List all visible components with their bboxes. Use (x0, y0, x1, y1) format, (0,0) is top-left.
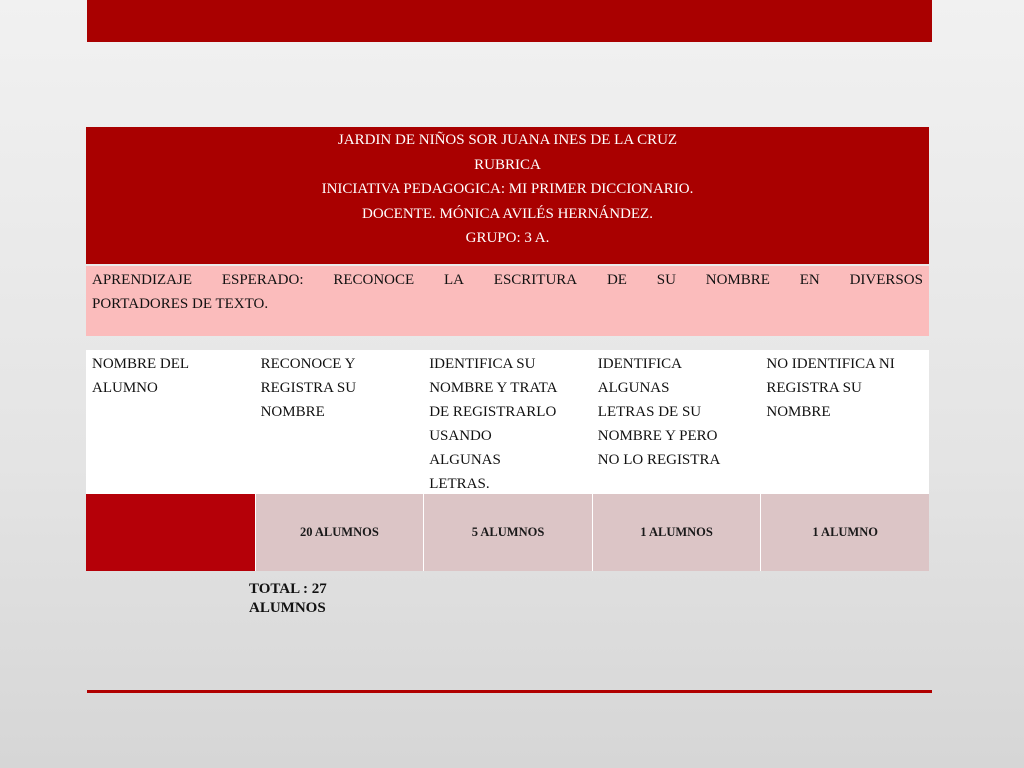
count-cell-identifies-tries: 5 ALUMNOS (423, 494, 592, 571)
expected-learning (86, 266, 929, 336)
rubric-table (86, 350, 929, 571)
header-does-not-identify: NO IDENTIFICA NI REGISTRA SU NOMBRE (766, 356, 895, 420)
teacher-name: DOCENTE. MÓNICA AVILÉS HERNÁNDEZ. (362, 205, 653, 222)
expected-learning-line-1: APRENDIZAJE ESPERADO: RECONOCE LA ESCRITURA DE SU NOMBRE EN DIVERSOS (92, 272, 923, 288)
criteria-header-row (86, 350, 929, 494)
count-cell-some-letters: 1 ALUMNOS (592, 494, 761, 571)
header-recognizes-and-writes: RECONOCE Y REGISTRA SU NOMBRE (260, 356, 357, 420)
count-cell-recognizes: 20 ALUMNOS (255, 494, 424, 571)
school-name: JARDIN DE NIÑOS SOR JUANA INES DE LA CRUZ (337, 132, 678, 148)
group-label: GRUPO: 3 A. (465, 230, 550, 246)
header-identifies-some-letters: IDENTIFICA ALGUNAS LETRAS DE SU NOMBRE Y PERO NO LO REGISTRA (597, 356, 721, 468)
top-decorative-bar (87, 0, 932, 42)
rubric-header (86, 127, 929, 264)
header-student-name: NOMBRE DEL ALUMNO (92, 356, 190, 396)
expected-learning-line-2: PORTADORES DE TEXTO. (92, 296, 269, 312)
counts-row (86, 494, 929, 571)
document-type: RUBRICA (474, 156, 541, 173)
bottom-decorative-line (87, 690, 932, 693)
count-cell-does-not-identify: 1 ALUMNO (760, 494, 929, 571)
total-students: TOTAL : 27 ALUMNOS (249, 581, 327, 616)
header-identifies-tries: IDENTIFICA SU NOMBRE Y TRATA DE REGISTRARLO USANDO ALGUNAS LETRAS. (429, 356, 558, 492)
count-cell-empty (86, 494, 255, 571)
pedagogical-initiative: INICIATIVA PEDAGOGICA: MI PRIMER DICCIONARIO. (321, 181, 694, 197)
